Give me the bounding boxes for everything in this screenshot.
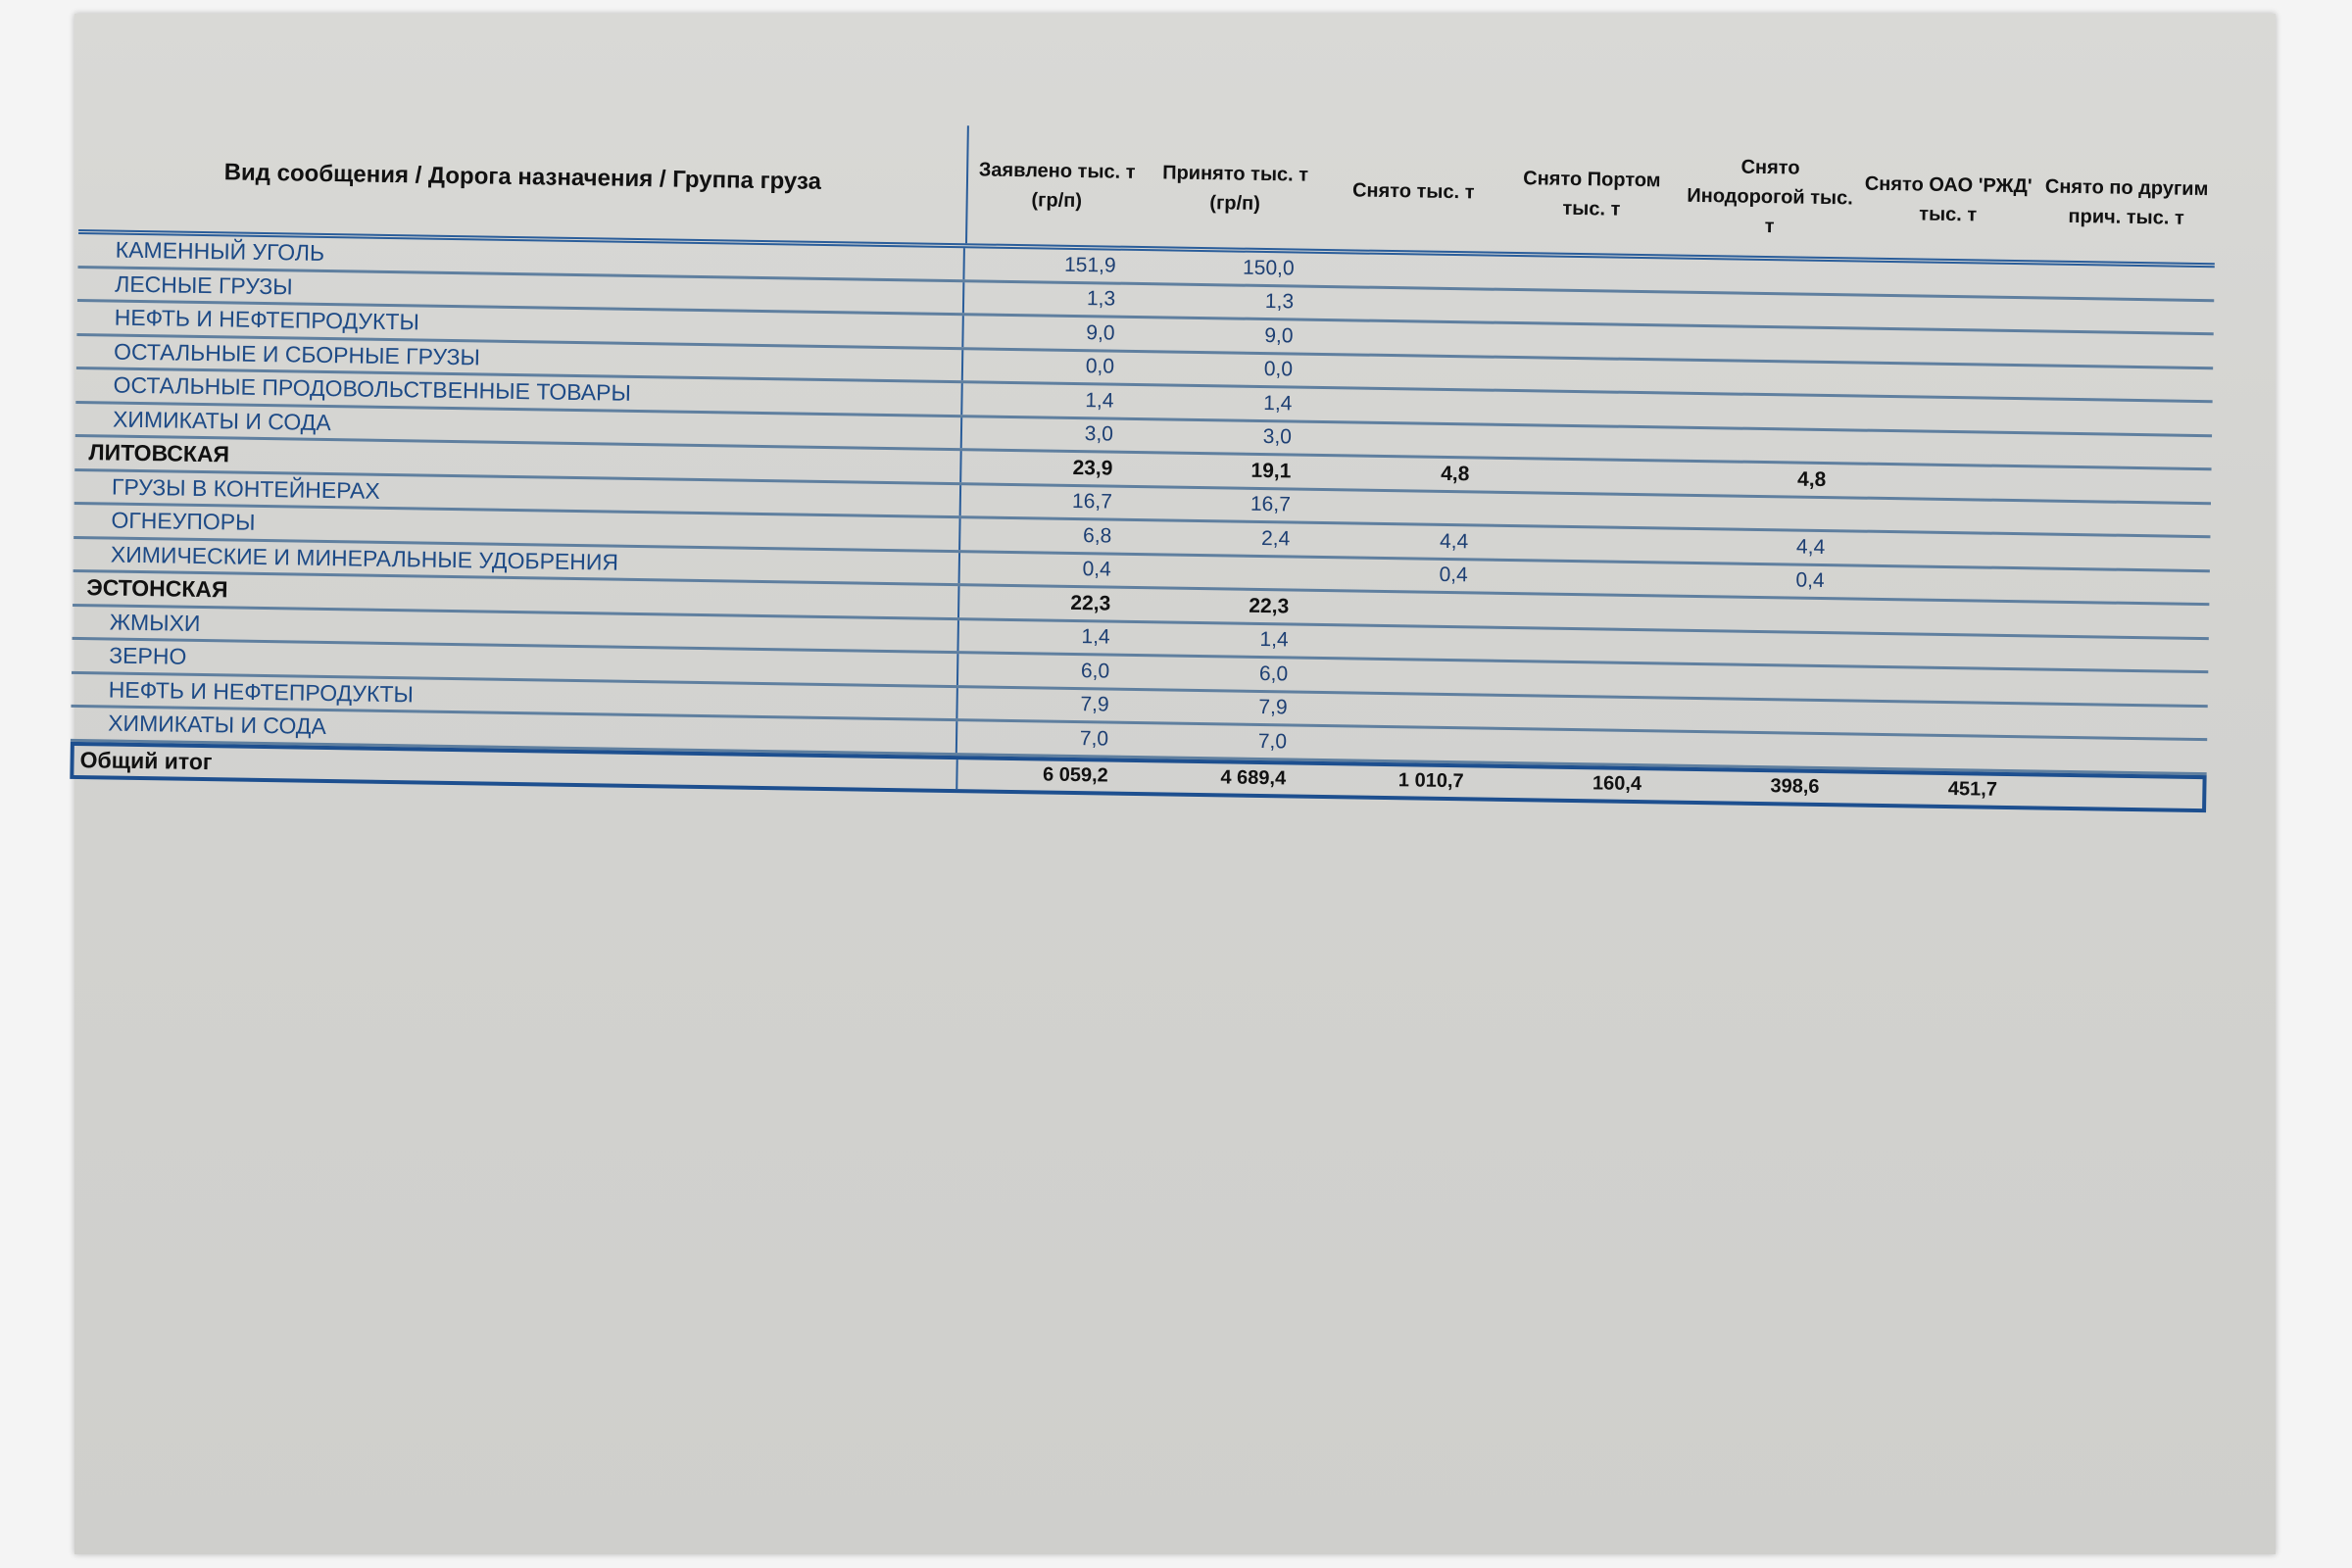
cell-value: 1,3 bbox=[1086, 287, 1116, 311]
cell-value bbox=[1852, 582, 2031, 585]
cell-value: 1 010,7 bbox=[1397, 769, 1464, 793]
cell-value bbox=[1499, 306, 1678, 309]
document-page bbox=[74, 14, 2276, 1554]
cell-value bbox=[1849, 751, 2028, 754]
header-category: Вид сообщения / Дорога назначения / Группа груза bbox=[78, 112, 968, 243]
cell-value: 151,9 bbox=[1063, 253, 1116, 277]
cell-value bbox=[2028, 720, 2206, 723]
cell-value bbox=[1855, 345, 2034, 348]
cell-value: 4,8 bbox=[1796, 467, 1827, 491]
row-label: ОСТАЛЬНЫЕ ПРОДОВОЛЬСТВЕННЫЕ ТОВАРЫ bbox=[75, 369, 962, 415]
cell-value bbox=[2032, 517, 2210, 520]
row-label: НЕФТЬ И НЕФТЕПРОДУКТЫ bbox=[71, 673, 957, 718]
header-column: Снято Портом тыс. т bbox=[1523, 168, 1661, 220]
cell-value bbox=[1315, 709, 1494, 711]
cell-value bbox=[1851, 615, 2030, 618]
cell-value: 9,0 bbox=[1086, 320, 1115, 345]
cell-value bbox=[1498, 373, 1677, 376]
cell-value: 2,4 bbox=[1260, 526, 1291, 551]
cell-value: 6 059,2 bbox=[1042, 763, 1108, 787]
cell-value bbox=[2025, 791, 2202, 794]
cell-value: 398,6 bbox=[1770, 775, 1820, 798]
header-column: Снято тыс. т bbox=[1351, 179, 1475, 204]
cell-value: 1,4 bbox=[1263, 391, 1293, 416]
cell-value bbox=[1495, 542, 1674, 545]
cell-value bbox=[1316, 608, 1494, 611]
cell-value: 451,7 bbox=[1947, 778, 1998, 801]
cell-value bbox=[1854, 447, 2033, 450]
cell-value bbox=[1672, 680, 1850, 683]
cell-value: 7,0 bbox=[1079, 726, 1109, 751]
row-label: ЛИТОВСКАЯ bbox=[74, 437, 961, 482]
cell-value bbox=[1856, 312, 2034, 315]
cell-value: 150,0 bbox=[1242, 256, 1295, 280]
cell-value bbox=[1857, 277, 2035, 280]
row-label: ЛЕСНЫЕ ГРУЗЫ bbox=[77, 268, 964, 313]
cell-value bbox=[2030, 653, 2208, 656]
cell-value bbox=[1322, 270, 1500, 272]
cell-value bbox=[1493, 745, 1671, 748]
row-label: ЖМЫХИ bbox=[73, 606, 959, 651]
cell-value bbox=[1679, 274, 1857, 277]
cell-value: 7,9 bbox=[1080, 693, 1109, 716]
row-label: ОГНЕУПОРЫ bbox=[74, 505, 960, 550]
cell-value: 4,4 bbox=[1795, 535, 1826, 559]
cell-value bbox=[1496, 474, 1675, 477]
cell-value bbox=[1314, 743, 1493, 746]
header-column: Снято по другим прич. тыс. т bbox=[2044, 175, 2209, 229]
row-label: ЭСТОНСКАЯ bbox=[73, 572, 959, 617]
cell-value: 9,0 bbox=[1264, 323, 1294, 348]
cell-value bbox=[1854, 413, 2033, 416]
cell-value bbox=[2031, 551, 2209, 554]
cell-value bbox=[1497, 408, 1676, 411]
cell-value: 16,7 bbox=[1071, 490, 1113, 514]
cell-value: 0,4 bbox=[1082, 558, 1111, 581]
cell-value bbox=[1676, 410, 1854, 413]
cell-value bbox=[2029, 686, 2207, 689]
cell-value bbox=[1139, 570, 1317, 573]
cell-value: 22,3 bbox=[1070, 591, 1111, 615]
cell-value bbox=[1678, 342, 1856, 345]
cell-value bbox=[1321, 337, 1499, 340]
cell-value bbox=[1673, 612, 1851, 615]
report-table bbox=[70, 112, 2216, 812]
cell-value bbox=[1500, 272, 1679, 275]
cell-value bbox=[1495, 576, 1674, 579]
cell-value bbox=[1315, 675, 1494, 678]
cell-value bbox=[1676, 444, 1854, 447]
row-label: ХИМИЧЕСКИЕ И МИНЕРАЛЬНЫЕ УДОБРЕНИЯ bbox=[74, 538, 960, 583]
cell-value bbox=[1494, 677, 1672, 680]
cell-value bbox=[1497, 441, 1676, 444]
cell-value bbox=[1496, 509, 1675, 512]
cell-value bbox=[2034, 382, 2212, 385]
row-label: ЗЕРНО bbox=[72, 640, 958, 685]
cell-value bbox=[2034, 315, 2213, 318]
cell-value: 1,4 bbox=[1085, 388, 1114, 413]
cell-value: 1,4 bbox=[1259, 628, 1289, 652]
cell-value: 4 689,4 bbox=[1220, 766, 1287, 790]
cell-value: 3,0 bbox=[1262, 425, 1293, 449]
cell-value bbox=[1316, 641, 1494, 644]
cell-value: 6,0 bbox=[1080, 659, 1110, 683]
header-column: Заявлено тыс. т (гр/п) bbox=[978, 159, 1136, 213]
cell-value: 0,4 bbox=[1439, 564, 1468, 587]
header-column: Снято ОАО 'РЖД' тыс. т bbox=[1864, 172, 2033, 226]
cell-value bbox=[1852, 548, 2031, 551]
cell-value bbox=[1318, 506, 1496, 509]
cell-value bbox=[2035, 280, 2214, 283]
cell-value: 6,8 bbox=[1082, 523, 1112, 548]
cell-value bbox=[1855, 379, 2034, 382]
cell-value bbox=[1853, 480, 2032, 483]
cell-value bbox=[1851, 650, 2030, 653]
cell-value: 1,4 bbox=[1081, 625, 1110, 649]
cell-value: 4,4 bbox=[1439, 529, 1469, 554]
cell-value bbox=[1320, 370, 1498, 373]
cell-value bbox=[1672, 714, 1850, 717]
cell-value: 23,9 bbox=[1072, 456, 1113, 480]
cell-value bbox=[2034, 348, 2212, 351]
header-column: Снято Инодорогой тыс. т bbox=[1687, 156, 1853, 238]
cell-value: 0,4 bbox=[1795, 568, 1825, 593]
cell-value: 6,0 bbox=[1258, 662, 1289, 686]
cell-value bbox=[2033, 416, 2211, 418]
cell-value: 7,0 bbox=[1257, 729, 1288, 754]
cell-value bbox=[2030, 618, 2208, 621]
cell-value bbox=[1675, 512, 1853, 514]
cell-value: 16,7 bbox=[1250, 493, 1292, 516]
row-label: КАМЕННЫЙ УГОЛЬ bbox=[78, 234, 965, 279]
header-column: Принято тыс. т (гр/п) bbox=[1162, 162, 1309, 215]
table-body bbox=[70, 234, 2214, 812]
cell-value bbox=[1677, 376, 1855, 379]
cell-value bbox=[1321, 303, 1499, 306]
cell-value: 0,0 bbox=[1085, 355, 1115, 378]
row-label: НЕФТЬ И НЕФТЕПРОДУКТЫ bbox=[76, 302, 963, 347]
cell-value bbox=[1494, 644, 1673, 647]
row-label: ХИМИКАТЫ И СОДА bbox=[71, 708, 957, 753]
cell-value: 4,8 bbox=[1440, 462, 1470, 486]
cell-value: 1,3 bbox=[1264, 290, 1295, 314]
cell-value bbox=[2028, 754, 2206, 757]
cell-value: 7,9 bbox=[1258, 696, 1288, 719]
row-label: Общий итог bbox=[74, 745, 957, 788]
cell-value: 19,1 bbox=[1250, 459, 1292, 483]
cell-value bbox=[1319, 438, 1497, 441]
cell-value: 160,4 bbox=[1592, 772, 1642, 796]
row-label: ОСТАЛЬНЫЕ И СБОРНЫЕ ГРУЗЫ bbox=[76, 335, 963, 380]
cell-value bbox=[1494, 610, 1673, 612]
cell-value bbox=[1499, 340, 1678, 343]
cell-value bbox=[1671, 748, 1849, 751]
cell-value bbox=[1678, 309, 1856, 312]
cell-value bbox=[1850, 683, 2029, 686]
cell-value: 3,0 bbox=[1084, 422, 1114, 446]
cell-value bbox=[1494, 711, 1672, 714]
cell-value bbox=[2031, 585, 2209, 588]
cell-value bbox=[1673, 647, 1851, 650]
cell-value bbox=[2033, 450, 2211, 453]
row-label: ХИМИКАТЫ И СОДА bbox=[75, 403, 962, 448]
cell-value bbox=[1319, 405, 1497, 408]
row-label: ГРУЗЫ В КОНТЕЙНЕРАХ bbox=[74, 470, 961, 515]
cell-value bbox=[1853, 514, 2032, 517]
cell-value: 0,0 bbox=[1263, 358, 1294, 381]
cell-value: 22,3 bbox=[1249, 594, 1290, 618]
cell-value bbox=[2032, 483, 2210, 486]
cell-value bbox=[1850, 717, 2029, 720]
